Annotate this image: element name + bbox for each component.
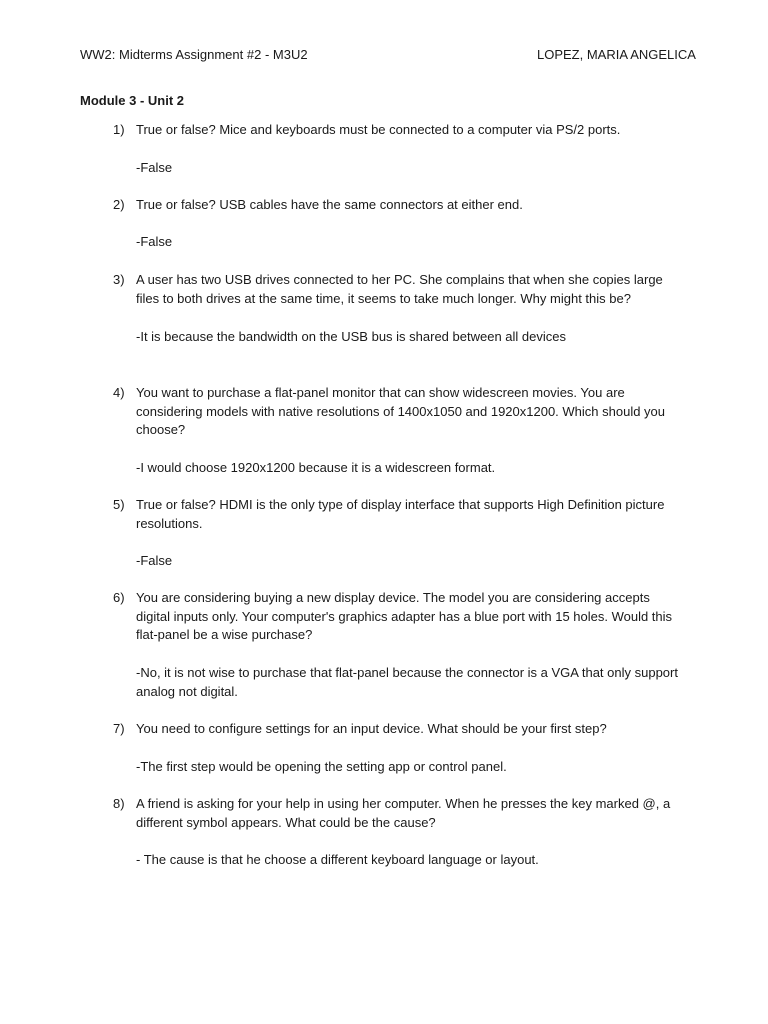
answer-text: -The first step would be opening the setting app or control panel. [136, 759, 507, 774]
question-number: 8) [113, 796, 125, 811]
question-text: You want to purchase a flat-panel monitor that can show widescreen movies. You are considering models with native resolutions of 1400x1050 and 1920x1200. Which should you choose? [136, 385, 666, 438]
header-assignment-title: WW2: Midterms Assignment #2 - M3U2 [80, 47, 308, 62]
question-number: 3) [113, 272, 125, 287]
question-number: 2) [113, 197, 125, 212]
answer-text: -I would choose 1920x1200 because it is a widescreen format. [136, 460, 496, 475]
question-text: True or false? Mice and keyboards must be connected to a computer via PS/2 ports. [136, 122, 621, 137]
question-number: 4) [113, 385, 125, 400]
section-title: Module 3 - Unit 2 [80, 93, 184, 108]
answer-text: -It is because the bandwidth on the USB bus is shared between all devices [136, 329, 566, 344]
question-number: 5) [113, 497, 125, 512]
answer-text: -False [136, 234, 173, 249]
question-text: You are considering buying a new display device. The model you are considering accepts digital inputs only. Your computer's graphics adapter has a blue port with 15 holes. Would this flat-panel be a wise purchase? [136, 590, 673, 643]
answer-text: -No, it is not wise to purchase that flat-panel because the connector is a VGA that only support analog not digital. [136, 665, 678, 699]
header-student-name: LOPEZ, MARIA ANGELICA [537, 47, 696, 62]
answer-text: -False [136, 160, 173, 175]
question-number: 6) [113, 590, 125, 605]
question-text: True or false? HDMI is the only type of display interface that supports High Definition picture resolutions. [136, 497, 665, 531]
question-text: You need to configure settings for an input device. What should be your first step? [136, 721, 607, 736]
answer-text: - The cause is that he choose a different keyboard language or layout. [136, 852, 539, 867]
question-text: True or false? USB cables have the same connectors at either end. [136, 197, 523, 212]
answer-text: -False [136, 553, 173, 568]
question-number: 1) [113, 122, 125, 137]
question-number: 7) [113, 721, 125, 736]
question-text: A user has two USB drives connected to her PC. She complains that when she copies large files to both drives at the same time, it seems to take much longer. Why might this be? [136, 272, 663, 306]
question-text: A friend is asking for your help in using her computer. When he presses the key marked @, a different symbol appears. What could be the cause? [136, 796, 671, 830]
